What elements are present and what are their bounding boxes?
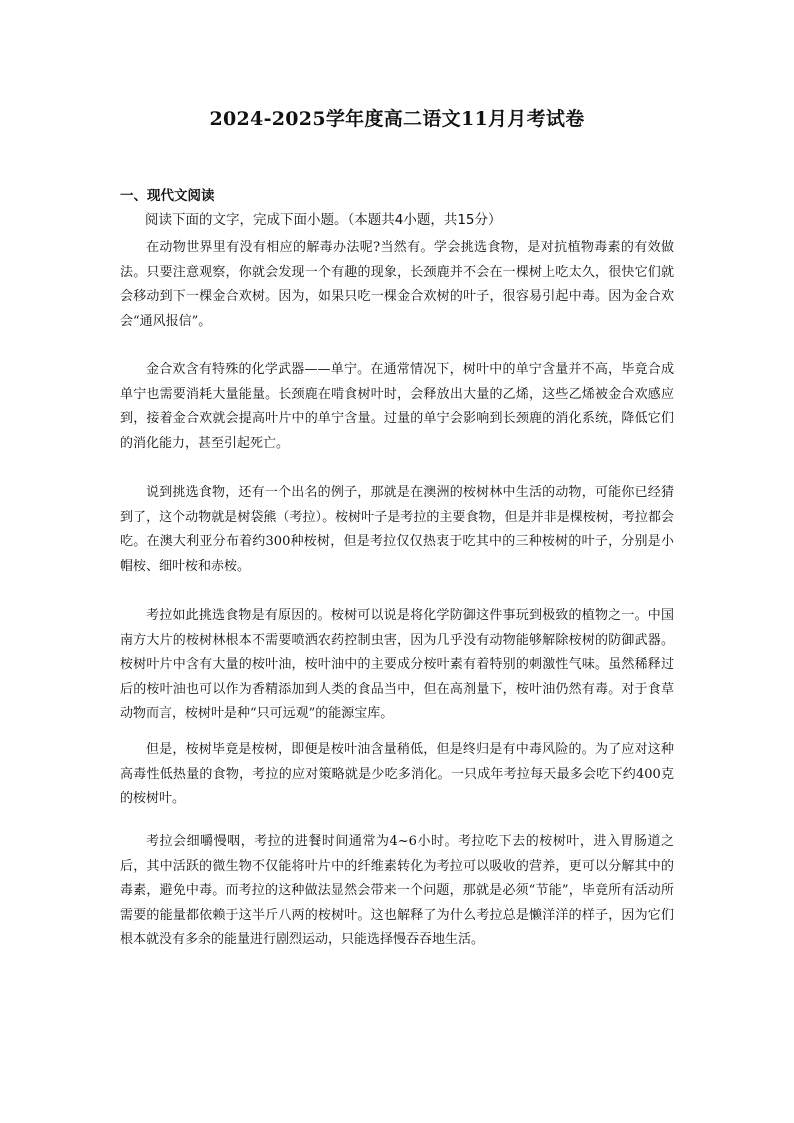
paragraph-text: 在动物世界里有没有相应的解毒办法呢?当然有。学会挑选食物，是对抗植物毒素的有效做法。只要注意观察，你就会发现一个有趣的现象，长颈鹿并不会在一棵树上吃太久，很快它们就会移动到下一棵金合欢树。因为，如果只吃一棵金合欢树的叶子，很容易引起中毒。因为金合欢会“通风报信”。 — [120, 240, 674, 329]
paragraph-text: 考拉会细嚼慢咽，考拉的进餐时间通常为4~6小时。考拉吃下去的桉树叶，进入胃肠道之后，其中活跃的微生物不仅能将叶片中的纤维素转化为考拉可以吸收的营养，更可以分解其中的毒素，避免中毒。而考拉的这种做法显然会带来一个问题，那就是必须“节能”，毕竟所有活动所需要的能量都依赖于这半斤八两的桉树叶。这也解释了为什么考拉总是懒洋洋的样子，因为它们根本就没有多余的能量进行剧烈运动，只能选择慢吞吞地生活。 — [120, 834, 674, 947]
paragraph-text: 考拉如此挑选食物是有原因的。桉树可以说是将化学防御这件事玩到极致的植物之一。中国南方大片的桉树林根本不需要喷洒农药控制虫害，因为几乎没有动物能够解除桉树的防御武器。桉树叶片中含有大量的桉叶油，桉叶油中的主要成分桉叶素有着特别的刺激性气味。虽然稀释过后的桉叶油也可以作为香精添加到人类的食品当中，但在高剂量下，桉叶油仍然有毒。对于食草动物而言，桉树叶是种“只可远观”的能源宝库。 — [120, 608, 674, 721]
passage-paragraph — [120, 830, 674, 965]
paragraph-text: 说到挑选食物，还有一个出名的例子，那就是在澳洲的桉树林中生活的动物，可能你已经猜到了，这个动物就是树袋熊（考拉）。桉树叶子是考拉的主要食物，但是并非是棵桉树，考拉都会吃。在澳大利亚分布着约300种桉树，但是考拉仅仅热衷于吃其中的三种桉树的叶子，分别是小帽桉、细叶桉和赤桉。 — [120, 485, 674, 574]
passage-paragraph — [120, 604, 674, 739]
reading-instruction: 阅读下面的文字，完成下面小题。（本题共4小题，共15分） — [145, 212, 502, 228]
passage-paragraph — [120, 738, 674, 824]
passage-paragraph — [120, 236, 674, 346]
page-title: 2024-2025学年度高二语文11月月考试卷 — [209, 108, 585, 130]
passage-paragraph — [120, 481, 674, 591]
paragraph-text: 但是，桉树毕竟是桉树，即便是桉叶油含量稍低，但是终归是有中毒风险的。为了应对这种高毒性低热量的食物，考拉的应对策略就是少吃多消化。一只成年考拉每天最多会吃下约400克的桉树叶。 — [120, 742, 674, 806]
passage-paragraph — [120, 358, 674, 468]
section-heading: 一、现代文阅读 — [120, 188, 215, 204]
paragraph-text: 金合欢含有特殊的化学武器——单宁。在通常情况下，树叶中的单宁含量并不高，毕竟合成单宁也需要消耗大量能量。长颈鹿在啃食树叶时，会释放出大量的乙烯，这些乙烯被金合欢感应到，接着金合欢就会提高叶片中的单宁含量。过量的单宁会影响到长颈鹿的消化系统，降低它们的消化能力，甚至引起死亡。 — [120, 362, 674, 451]
